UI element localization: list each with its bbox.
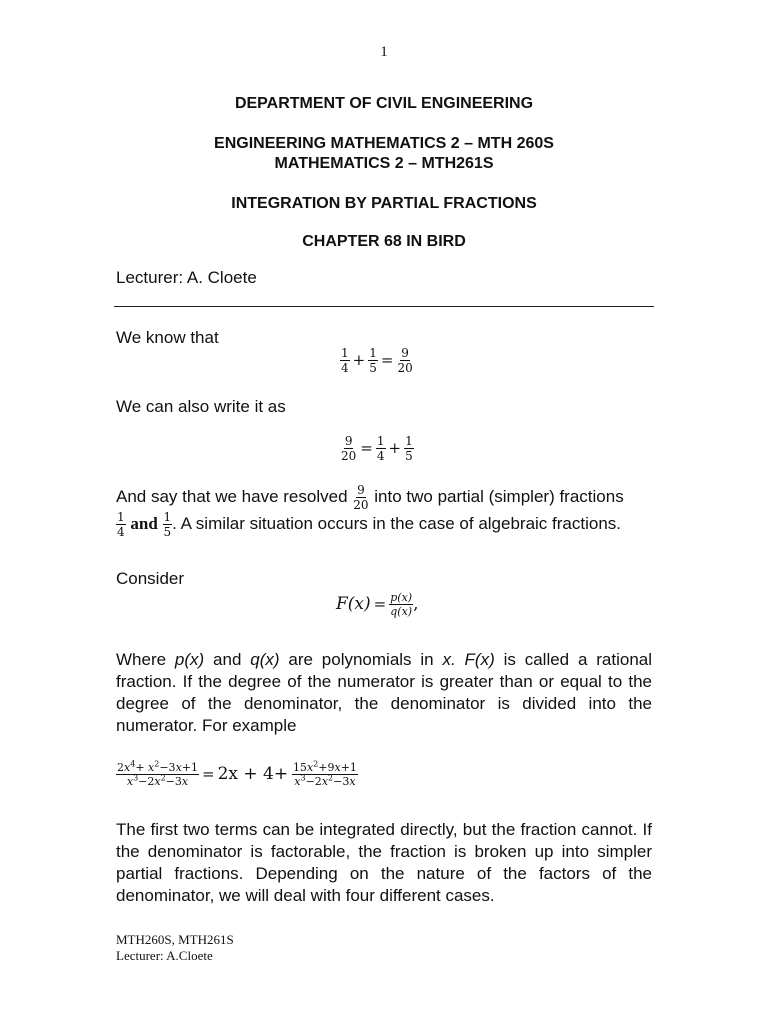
- equation-rational-function: F(x) = $\frac{p(x)}{q(x)}$ ,: [336, 591, 419, 618]
- lecturer-line: Lecturer: A. Cloete: [116, 268, 257, 287]
- footer-lecturer: Lecturer: A.Cloete: [116, 948, 213, 963]
- divider: [114, 306, 654, 307]
- consider-text: Consider: [116, 569, 185, 588]
- chapter-heading: CHAPTER 68 IN BIRD: [302, 233, 466, 250]
- course-heading-2: MATHEMATICS 2 – MTH261S: [274, 155, 494, 172]
- fraction-9-20: $\frac{9}{20}$: [353, 483, 369, 512]
- resolved-paragraph: And say that we have resolved $\frac{9}{20}$ into two partial (simpler) fractions $\frac{1}{4}$ and $\frac{1}{5}$ . A similar situation occurs in the case of algebraic fractions.: [116, 483, 624, 539]
- equation-resolved: $\frac{9}{20}$ = $\frac{1}{4}$ + $\frac{1}{5}$: [341, 434, 413, 463]
- also-write-text: We can also write it as: [116, 397, 286, 416]
- course-heading-1: ENGINEERING MATHEMATICS 2 – MTH 260S: [214, 135, 554, 152]
- rational-paragraph: Where p(x) and q(x) are polynomials in x. F(x) is called a rational fraction. If the degree of the numerator is greater than or equal to the degree of the denominator, the denominator is divided into the numerator. For example: [116, 650, 653, 735]
- page-number: 1: [380, 44, 388, 60]
- closing-paragraph: The first two terms can be integrated directly, but the fraction cannot. If the denominator is factorable, the fraction is broken up into simpler partial fractions. Depending on the nature of the factors of the denominator, we will deal with four different cases.: [116, 820, 652, 905]
- department-heading: DEPARTMENT OF CIVIL ENGINEERING: [234, 95, 534, 112]
- topic-heading: INTEGRATION BY PARTIAL FRACTIONS: [231, 195, 537, 212]
- footer-course: MTH260S, MTH261S: [116, 932, 234, 947]
- we-know-text: We know that: [116, 328, 219, 347]
- equation-division-example: $\frac{2x^4+ x^2-3x+1}{x^3-2x^2-3x}$ = 2x + 4+ $\frac{15x^2+9x+1}{x^3-2x^2-3x}$: [117, 759, 357, 788]
- equation-sum: $\frac{1}{4}$ + $\frac{1}{5}$ = $\frac{9}{20}$: [341, 346, 413, 375]
